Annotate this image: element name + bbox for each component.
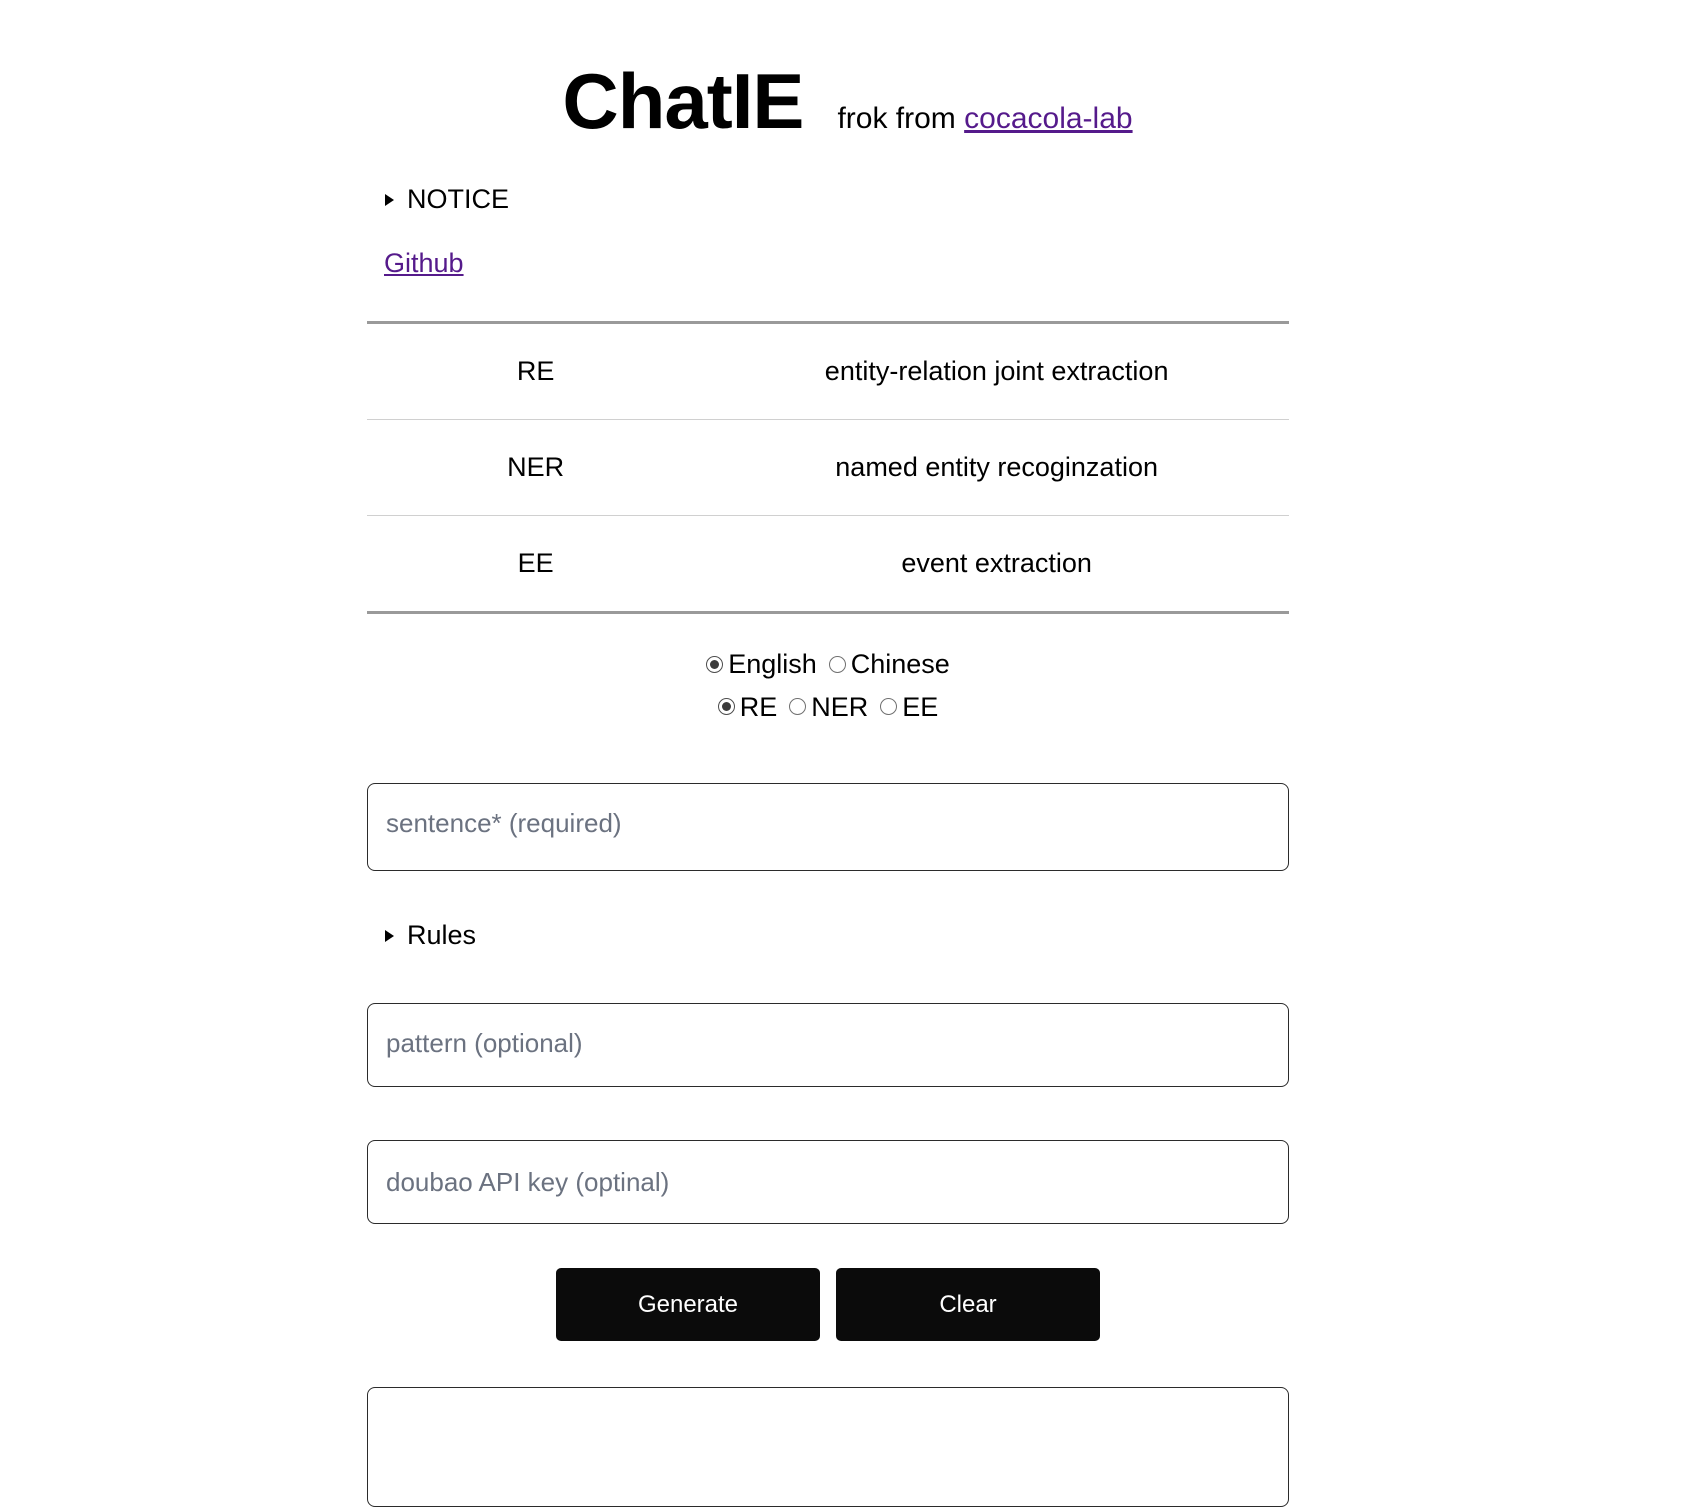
- rules-label: Rules: [407, 920, 477, 950]
- radio-label-chinese: Chinese: [850, 649, 950, 679]
- page-header: [0, 0, 1685, 145]
- api-key-input[interactable]: [367, 1140, 1289, 1224]
- task-description: entity-relation joint extraction: [824, 356, 1169, 386]
- radio-dot-chinese[interactable]: [829, 656, 846, 673]
- main-content: [367, 184, 1289, 1507]
- radio-option-re[interactable]: [718, 687, 778, 728]
- task-radio-group: [367, 687, 1289, 728]
- task-description: event extraction: [901, 548, 1092, 578]
- task-code: NER: [507, 452, 565, 482]
- triangle-right-icon: [385, 930, 394, 942]
- table-row: [367, 420, 1289, 516]
- output-box[interactable]: [367, 1387, 1289, 1507]
- radio-groups: [367, 644, 1289, 727]
- table-row: [367, 323, 1289, 420]
- action-buttons: [367, 1268, 1289, 1341]
- notice-details-summary[interactable]: [367, 184, 1289, 215]
- radio-label-english: English: [728, 649, 817, 679]
- language-radio-group: [367, 644, 1289, 685]
- cocacola-lab-link[interactable]: cocacola-lab: [964, 102, 1133, 135]
- header-subtitle: [837, 102, 1132, 136]
- radio-dot-ee[interactable]: [880, 698, 897, 715]
- task-table-body: [367, 323, 1289, 613]
- task-code: RE: [516, 356, 555, 386]
- subtitle-prefix: frok from: [837, 102, 956, 135]
- radio-dot-ner[interactable]: [789, 698, 806, 715]
- task-description: named entity recoginzation: [835, 452, 1158, 482]
- radio-label-re: RE: [739, 691, 778, 722]
- clear-button[interactable]: Clear: [836, 1268, 1100, 1341]
- pattern-input[interactable]: [367, 1003, 1289, 1087]
- github-link-wrapper: [384, 248, 1289, 279]
- table-row: [367, 516, 1289, 613]
- radio-dot-english[interactable]: [706, 656, 723, 673]
- rules-details-summary[interactable]: [367, 920, 1289, 951]
- triangle-right-icon: [385, 194, 394, 206]
- radio-dot-re[interactable]: [718, 698, 735, 715]
- generate-button[interactable]: Generate: [556, 1268, 820, 1341]
- sentence-input[interactable]: [367, 783, 1289, 871]
- task-code: EE: [517, 548, 554, 578]
- notice-label: NOTICE: [407, 184, 510, 214]
- github-link[interactable]: Github: [384, 248, 464, 278]
- radio-label-ner: NER: [811, 691, 869, 722]
- radio-option-english[interactable]: [706, 644, 817, 685]
- radio-label-ee: EE: [902, 691, 939, 722]
- radio-option-ner[interactable]: [789, 687, 868, 728]
- radio-option-ee[interactable]: [880, 687, 938, 728]
- task-table: [367, 321, 1289, 614]
- page-title: ChatIE: [562, 57, 804, 145]
- radio-option-chinese[interactable]: [829, 644, 950, 685]
